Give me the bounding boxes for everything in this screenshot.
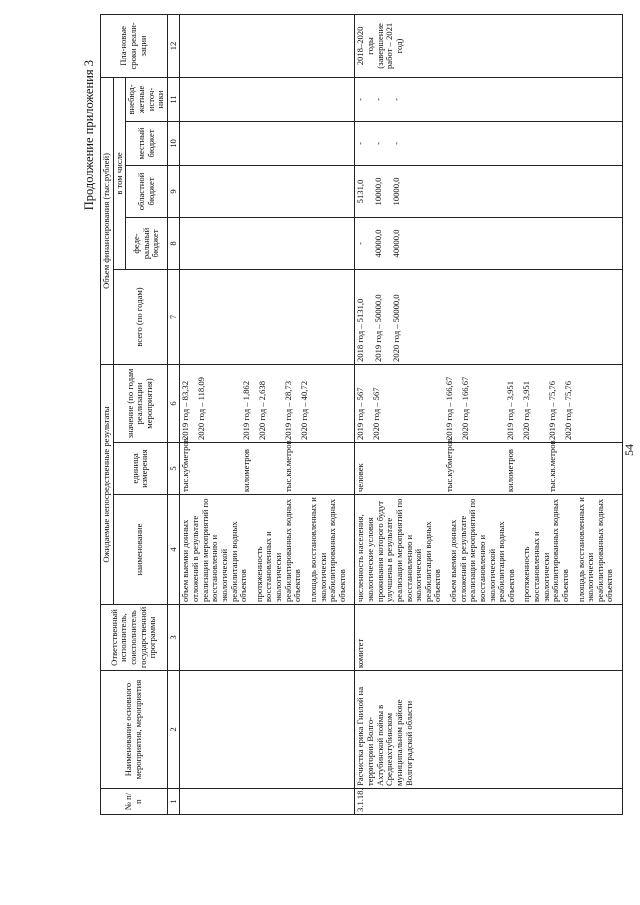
header-fin-total: всего (по годам) — [113, 269, 167, 364]
colnum: 7 — [167, 269, 180, 364]
indicator-value: 2020 год – 567 — [371, 387, 382, 440]
colnum: 12 — [167, 14, 180, 77]
column-number-row — [167, 14, 180, 814]
indicator-value: 2019 год – 1,862 — [241, 381, 252, 440]
header-fin-federal: феде-ральный бюджет — [126, 217, 168, 269]
header-result-name: наименование — [113, 495, 167, 605]
indicator-names — [355, 495, 623, 605]
fin-regional-value: 10000,0 — [373, 177, 384, 206]
indicator-units — [355, 438, 623, 495]
colnum: 2 — [167, 671, 180, 789]
header-row-1 — [101, 14, 114, 814]
fin-extrabudget-value: - — [373, 98, 384, 101]
executor: комитет — [355, 605, 623, 671]
indicator-unit: тыс.кв.метров — [283, 440, 294, 492]
colnum: 6 — [167, 364, 180, 442]
indicator-unit: тыс.кубметров — [180, 438, 191, 492]
fin-local-value: - — [391, 142, 402, 145]
fin-federal-value: 40000,0 — [373, 229, 384, 258]
header-executor: Ответственный исполнитель, соисполнитель государственной программы — [101, 605, 168, 671]
indicator-value: 2020 год – 3,951 — [521, 381, 532, 440]
header-period: Пла-новые сроки реали-зации — [101, 14, 168, 77]
fin-federal-value: 40000,0 — [391, 229, 402, 258]
indicator-values — [180, 364, 355, 442]
header-fin-extrabudget: внебюд-жетные источ-ники — [126, 77, 168, 121]
activity-name: Расчистка ерика Гнилой на территории Волго-Ахтубинской поймы в Среднеахтубинском муниципальном районе Волгоградской области — [355, 671, 623, 789]
continuation-label: Продолжение приложения 3 — [82, 60, 96, 211]
fin-total-value: 2020 год – 50000,0 — [391, 294, 402, 362]
table-row-3-1-18 — [355, 14, 623, 814]
colnum: 3 — [167, 605, 180, 671]
header-result-unit: единица измерения — [113, 443, 167, 495]
fin-federal — [355, 217, 623, 269]
header-results: Ожидаемые непосредственные результаты — [101, 364, 114, 604]
indicator-value: 2019 год – 75,76 — [547, 381, 558, 440]
fin-total — [355, 269, 623, 364]
page-number: 54 — [622, 444, 636, 456]
indicator-name: площадь восстановленных и экологически реабилитированных водных объектов — [307, 497, 347, 602]
indicator-value: 2020 год – 118,09 — [196, 377, 207, 440]
header-name: Наименование основного мероприятия, мероприятия — [101, 671, 168, 789]
fin-local — [355, 121, 623, 165]
colnum: 5 — [167, 443, 180, 495]
indicator-name: площадь восстановленных и экологически реабилитированных водных объектов — [575, 497, 615, 602]
indicator-units — [180, 438, 355, 495]
fin-total-value: 2018 год – 5131,0 — [355, 298, 366, 362]
fin-local-value: - — [355, 142, 366, 145]
header-fin-local: местный бюджет — [126, 121, 168, 165]
indicator-unit: километров — [505, 449, 516, 492]
fin-extrabudget — [355, 77, 623, 121]
header-no: № п/п — [101, 789, 168, 815]
indicator-value: 2019 год – 567 — [355, 387, 366, 440]
indicator-name: объем выемки донных отложений в результате реализации мероприятий по восстановлению и экологической реабилитации водных объектов — [180, 498, 249, 602]
header-financing: Объем финансирования (тыс.рублей) — [101, 77, 114, 364]
indicator-unit: тыс.кв.метров — [547, 440, 558, 492]
colnum: 1 — [167, 789, 180, 815]
colnum: 9 — [167, 165, 180, 217]
fin-total-value: 2019 год – 50000,0 — [373, 294, 384, 362]
indicator-value: 2020 год – 75,76 — [563, 381, 574, 440]
indicator-unit: километров — [241, 449, 252, 492]
rotated-page-content — [80, 20, 636, 860]
planned-period: 2018–2020 годы (завершение работ – 2021 год) — [355, 14, 623, 77]
indicator-name: численность населения, экологические условия проживания которого будут улучшены в результате реализации мероприятий по восстановлению и экологической реабилитации водных объектов — [355, 498, 443, 602]
header-result-value: значение (по годам реализации мероприятия) — [113, 364, 167, 442]
table-row-continued — [180, 14, 355, 814]
indicator-value: 2020 год – 2,638 — [257, 381, 268, 440]
fin-extrabudget-value: - — [391, 98, 402, 101]
fin-local-value: - — [373, 142, 384, 145]
indicator-value: 2019 год – 166,67 — [444, 376, 455, 440]
colnum: 10 — [167, 121, 180, 165]
fin-regional-value: 5131,0 — [355, 179, 366, 204]
fin-regional-value: 10000,0 — [391, 177, 402, 206]
indicator-names — [180, 495, 355, 605]
indicator-unit: тыс.кубметров — [444, 438, 455, 492]
colnum: 4 — [167, 495, 180, 605]
header-fin-incl: в том числе — [113, 77, 126, 269]
program-table — [100, 14, 623, 815]
indicator-value: 2019 год – 28,73 — [283, 381, 294, 440]
fin-extrabudget-value: - — [355, 98, 366, 101]
header-fin-regional: областной бюджет — [126, 165, 168, 217]
colnum: 8 — [167, 217, 180, 269]
fin-regional — [355, 165, 623, 217]
indicator-name: протяженность восстановленных и экологически реабилитированных водных объектов — [521, 498, 570, 602]
row-number: 3.1.18. — [355, 789, 623, 815]
indicator-value: 2020 год – 40,72 — [299, 381, 310, 440]
fin-federal-value: - — [355, 242, 366, 245]
indicator-name: протяженность восстановленных и экологически реабилитированных водных объектов — [253, 498, 303, 602]
colnum: 11 — [167, 77, 180, 121]
indicator-name: объем выемки донных отложений в результате реализации мероприятий по восстановлению и экологической реабилитации водных объектов — [448, 498, 516, 602]
indicator-unit: человек — [355, 463, 366, 492]
indicator-value: 2019 год – 83,32 — [180, 381, 191, 440]
indicator-value: 2019 год – 3,951 — [505, 381, 516, 440]
indicator-values — [355, 364, 623, 442]
indicator-value: 2020 год – 166,67 — [460, 376, 471, 440]
